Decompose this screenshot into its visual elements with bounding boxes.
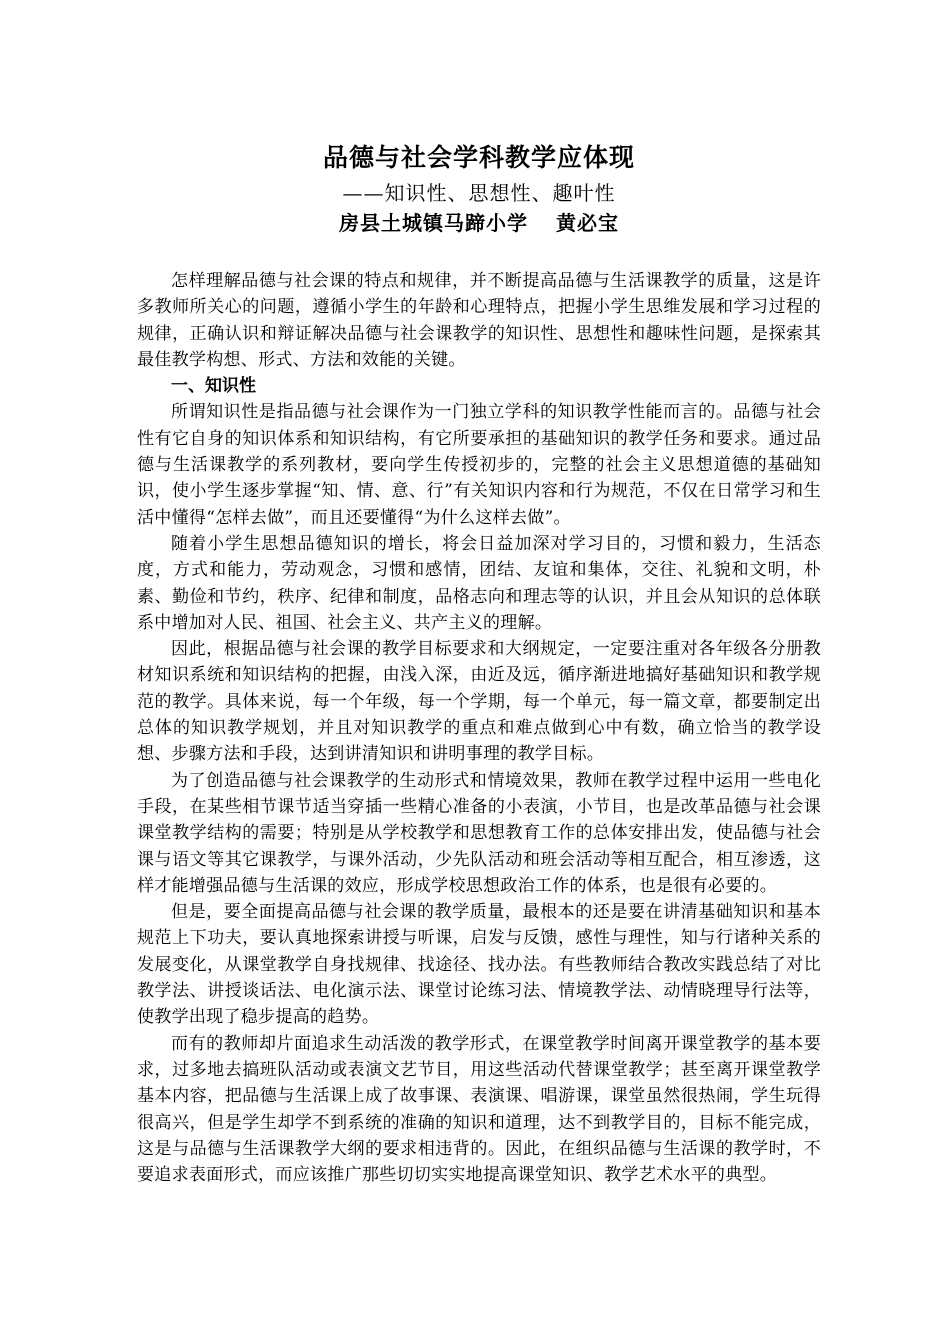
document-title: 品德与社会学科教学应体现 [322, 143, 635, 172]
intro-paragraph: 怎样理解品德与社会课的特点和规律，并不断提高品德与生活课教学的质量，这是许多教师所关心的问题，遵循小学生的年龄和心理特点，把握小学生思维发展和学习过程的规律，正确认识和辩证解决品德与社会课教学的知识性、思想性和趣味性问题，是探索其最佳教学构想、形式、方法和效能的关键。 [137, 271, 821, 370]
section-heading: 一、知识性 [171, 376, 256, 397]
author-name: 黄必宝 [556, 211, 619, 235]
body-paragraph: 但是，要全面提高品德与社会课的教学质量，最根本的还是要在讲清基础知识和基本规范上下功夫，要认真地探索讲授与听课，启发与反馈，感性与理性，知与行诸种关系的发展变化，从课堂教学自身找规律、找途径、找办法。有些教师结合教改实践总结了对比教学法、讲授谈话法、电化演示法、课堂讨论练习法、情境教学法、动情晓理导行法等，使教学出现了稳步提高的趋势。 [137, 902, 821, 1028]
body-paragraph: 而有的教师却片面追求生动活泼的教学形式，在课堂教学时间离开课堂教学的基本要求，过多地去搞班队活动或表演文艺节目，用这些活动代替课堂教学；甚至离开课堂教学基本内容，把品德与生活课上成了故事课、表演课、唱游课，课堂虽然很热闹，学生玩得很高兴，但是学生却学不到系统的准确的知识和道理，达不到教学目的，目标不能完成，这是与品德与生活课教学大纲的要求相违背的。因此，在组织品德与生活课的教学时，不要追求表面形式，而应该推广那些切切实实地提高课堂知识、教学艺术水平的典型。 [137, 1033, 821, 1186]
author-line [137, 208, 821, 238]
author-school: 房县土城镇马蹄小学 [339, 211, 528, 235]
body-paragraph: 所谓知识性是指品德与社会课作为一门独立学科的知识教学性能而言的。品德与社会性有它自身的知识体系和知识结构，有它所要承担的基础知识的教学任务和要求。通过品德与生活课教学的系列教材，要向学生传授初步的，完整的社会主义思想道德的基础知识，使小学生逐步掌握“知、情、意、行”有关知识内容和行为规范，不仅在日常学习和生活中懂得“怎样去做”，而且还要懂得“为什么这样去做”。 [137, 402, 821, 528]
document-body [137, 268, 821, 1188]
body-paragraph: 随着小学生思想品德知识的增长，将会日益加深对学习目的，习惯和毅力，生活态度，方式和能力，劳动观念，习惯和感情，团结、友谊和集体，交往、礼貌和文明，朴素、勤俭和节约，秩序、纪律和制度，品格志向和理志等的认识，并且会从知识的总体联系中增加对人民、祖国、社会主义、共产主义的理解。 [137, 533, 821, 633]
document-subtitle: ——知识性、思想性、趣叶性 [342, 181, 616, 205]
document-page [137, 138, 821, 1188]
body-paragraph: 为了创造品德与社会课教学的生动形式和情境效果，教师在教学过程中运用一些电化手段，在某些相节课节适当穿插一些精心准备的小表演，小节目，也是改革品德与社会课课堂教学结构的需要；特别是从学校教学和思想教育工作的总体安排出发，使品德与社会课与语文等其它课教学，与课外活动，少先队活动和班会活动等相互配合，相互渗透，这样才能增强品德与生活课的效应，形成学校思想政治工作的体系，也是很有必要的。 [137, 770, 821, 896]
body-paragraph: 因此，根据品德与社会课的教学目标要求和大纲规定，一定要注重对各年级各分册教材知识系统和知识结构的把握，由浅入深，由近及远，循序渐进地搞好基础知识和教学规范的教学。具体来说，每一个年级，每一个学期，每一个单元，每一篇文章，都要制定出总体的知识教学规划，并且对知识教学的重点和难点做到心中有数，确立恰当的教学设想、步骤方法和手段，达到讲清知识和讲明事理的教学目标。 [137, 639, 821, 765]
